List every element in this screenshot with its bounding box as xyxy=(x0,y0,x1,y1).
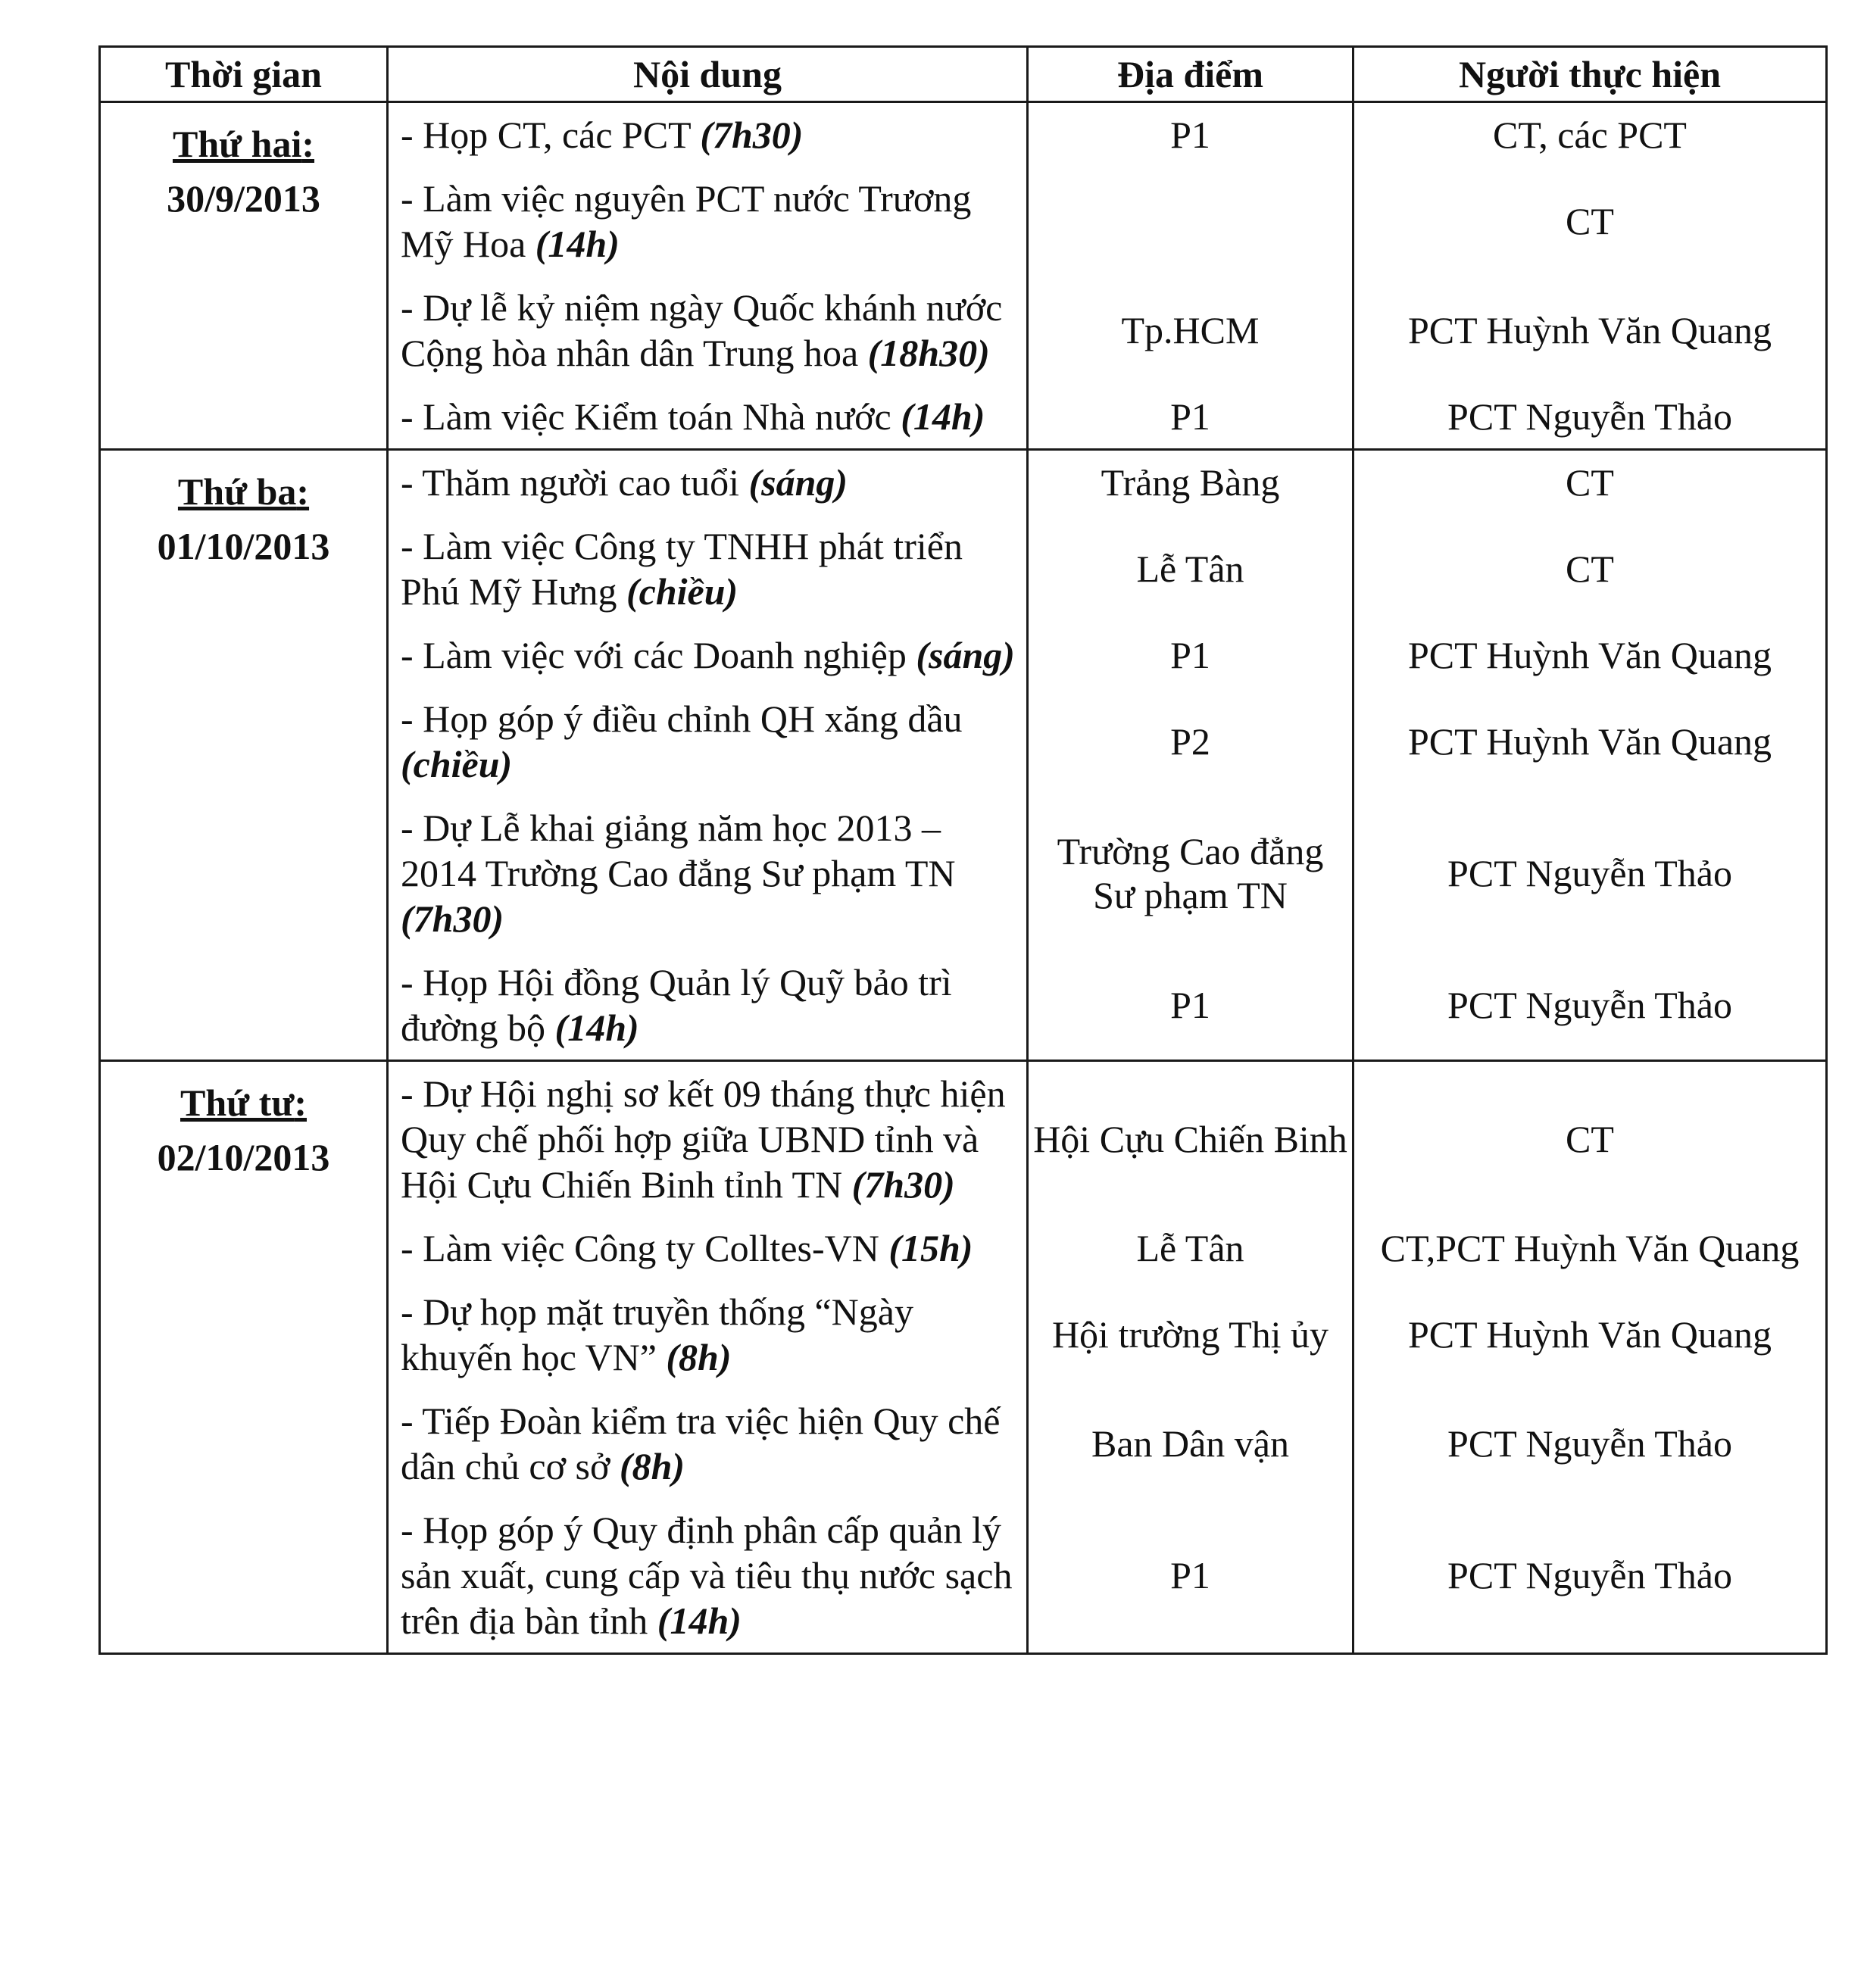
activity-text: - Dự Hội nghị sơ kết 09 tháng thực hiện Quy chế phối hợp giữa UBND tỉnh và Hội Cựu Chiến Binh tỉnh TN xyxy=(401,1072,1006,1206)
activity-text: - Làm việc Kiểm toán Nhà nước xyxy=(401,395,891,438)
day-name: Thứ ba: xyxy=(177,470,310,513)
activity-content xyxy=(388,1389,1028,1498)
activity-time: (8h) xyxy=(666,1336,732,1378)
header-time: Thời gian xyxy=(100,47,388,102)
activity-place: Hội Cựu Chiến Binh xyxy=(1028,1061,1354,1217)
activity-content xyxy=(388,385,1028,450)
activity-content xyxy=(388,450,1028,515)
activity-person: PCT Nguyễn Thảo xyxy=(1354,1498,1827,1654)
activity-text: - Dự Lễ khai giảng năm học 2013 – 2014 Trường Cao đẳng Sư phạm TN xyxy=(401,807,956,894)
activity-text: - Dự lễ kỷ niệm ngày Quốc khánh nước Cộng hòa nhân dân Trung hoa xyxy=(401,286,1003,374)
header-content: Nội dung xyxy=(388,47,1028,102)
activity-text: - Thăm người cao tuổi xyxy=(401,461,739,504)
day-date: 30/9/2013 xyxy=(167,177,320,220)
activity-time: (14h) xyxy=(535,223,620,265)
activity-time: (chiều) xyxy=(401,743,513,785)
activity-text: - Tiếp Đoàn kiểm tra việc hiện Quy chế dân chủ cơ sở xyxy=(401,1400,1001,1487)
activity-person: PCT Huỳnh Văn Quang xyxy=(1354,687,1827,796)
activity-person: PCT Huỳnh Văn Quang xyxy=(1354,1280,1827,1389)
activity-place: Lễ Tân xyxy=(1028,1216,1354,1280)
activity-content xyxy=(388,950,1028,1061)
activity-content xyxy=(388,514,1028,623)
activity-person: CT,PCT Huỳnh Văn Quang xyxy=(1354,1216,1827,1280)
schedule-row xyxy=(100,1061,1827,1217)
activity-person: PCT Nguyễn Thảo xyxy=(1354,796,1827,950)
activity-person: CT xyxy=(1354,1061,1827,1217)
activity-text: - Làm việc Công ty Colltes-VN xyxy=(401,1227,879,1269)
activity-place: Hội trường Thị ủy xyxy=(1028,1280,1354,1389)
activity-content xyxy=(388,1280,1028,1389)
day-cell xyxy=(100,1061,388,1654)
schedule-document xyxy=(98,45,1825,1655)
activity-time: (7h30) xyxy=(851,1163,955,1206)
activity-time: (7h30) xyxy=(401,897,504,940)
activity-time: (18h30) xyxy=(867,332,990,374)
schedule-body xyxy=(100,102,1827,1654)
activity-time: (7h30) xyxy=(700,114,804,156)
activity-person: CT xyxy=(1354,167,1827,276)
day-date: 02/10/2013 xyxy=(157,1136,330,1178)
activity-place: P1 xyxy=(1028,102,1354,167)
schedule-row xyxy=(100,102,1827,167)
schedule-table xyxy=(98,45,1828,1655)
activity-text: - Họp góp ý Quy định phân cấp quản lý sản xuất, cung cấp và tiêu thụ nước sạch trên địa bàn tỉnh xyxy=(401,1509,1013,1642)
activity-person: CT, các PCT xyxy=(1354,102,1827,167)
activity-place: P2 xyxy=(1028,687,1354,796)
activity-time: (14h) xyxy=(657,1599,742,1642)
activity-time: (8h) xyxy=(619,1445,685,1487)
activity-place: P1 xyxy=(1028,385,1354,450)
activity-text: - Làm việc với các Doanh nghiệp xyxy=(401,634,907,676)
activity-content xyxy=(388,1216,1028,1280)
activity-content xyxy=(388,102,1028,167)
activity-text: - Họp góp ý điều chỉnh QH xăng dầu xyxy=(401,698,963,740)
activity-time: (chiều) xyxy=(626,570,738,613)
header-person: Người thực hiện xyxy=(1354,47,1827,102)
activity-content xyxy=(388,1498,1028,1654)
activity-time: (14h) xyxy=(554,1006,639,1049)
activity-content xyxy=(388,1061,1028,1217)
activity-place: Trường Cao đẳng Sư phạm TN xyxy=(1028,796,1354,950)
activity-content xyxy=(388,276,1028,385)
activity-text: - Làm việc nguyên PCT nước Trương Mỹ Hoa xyxy=(401,177,972,265)
activity-place: P1 xyxy=(1028,1498,1354,1654)
activity-text: - Họp Hội đồng Quản lý Quỹ bảo trì đường bộ xyxy=(401,961,952,1049)
activity-text: - Làm việc Công ty TNHH phát triển Phú Mỹ Hưng xyxy=(401,525,963,613)
activity-place: Trảng Bàng xyxy=(1028,450,1354,515)
activity-place: Tp.HCM xyxy=(1028,276,1354,385)
activity-time: (sáng) xyxy=(916,634,1015,676)
activity-person: CT xyxy=(1354,450,1827,515)
activity-person: CT xyxy=(1354,514,1827,623)
day-cell xyxy=(100,102,388,450)
day-date: 01/10/2013 xyxy=(157,525,330,567)
activity-place: P1 xyxy=(1028,623,1354,687)
activity-person: PCT Nguyễn Thảo xyxy=(1354,385,1827,450)
activity-place: Lễ Tân xyxy=(1028,514,1354,623)
day-name: Thứ hai: xyxy=(172,123,315,165)
day-cell xyxy=(100,450,388,1061)
activity-content xyxy=(388,687,1028,796)
activity-content xyxy=(388,623,1028,687)
activity-content xyxy=(388,796,1028,950)
activity-text: - Họp CT, các PCT xyxy=(401,114,691,156)
activity-person: PCT Huỳnh Văn Quang xyxy=(1354,623,1827,687)
activity-text: - Dự họp mặt truyền thống “Ngày khuyến học VN” xyxy=(401,1290,913,1378)
day-name: Thứ tư: xyxy=(180,1081,307,1124)
activity-person: PCT Nguyễn Thảo xyxy=(1354,1389,1827,1498)
header-row xyxy=(100,47,1827,102)
schedule-row xyxy=(100,450,1827,515)
activity-content xyxy=(388,167,1028,276)
activity-place: Ban Dân vận xyxy=(1028,1389,1354,1498)
activity-time: (15h) xyxy=(888,1227,973,1269)
header-place: Địa điểm xyxy=(1028,47,1354,102)
activity-place xyxy=(1028,167,1354,276)
activity-time: (sáng) xyxy=(748,461,848,504)
activity-time: (14h) xyxy=(901,395,985,438)
activity-person: PCT Huỳnh Văn Quang xyxy=(1354,276,1827,385)
activity-place: P1 xyxy=(1028,950,1354,1061)
activity-person: PCT Nguyễn Thảo xyxy=(1354,950,1827,1061)
